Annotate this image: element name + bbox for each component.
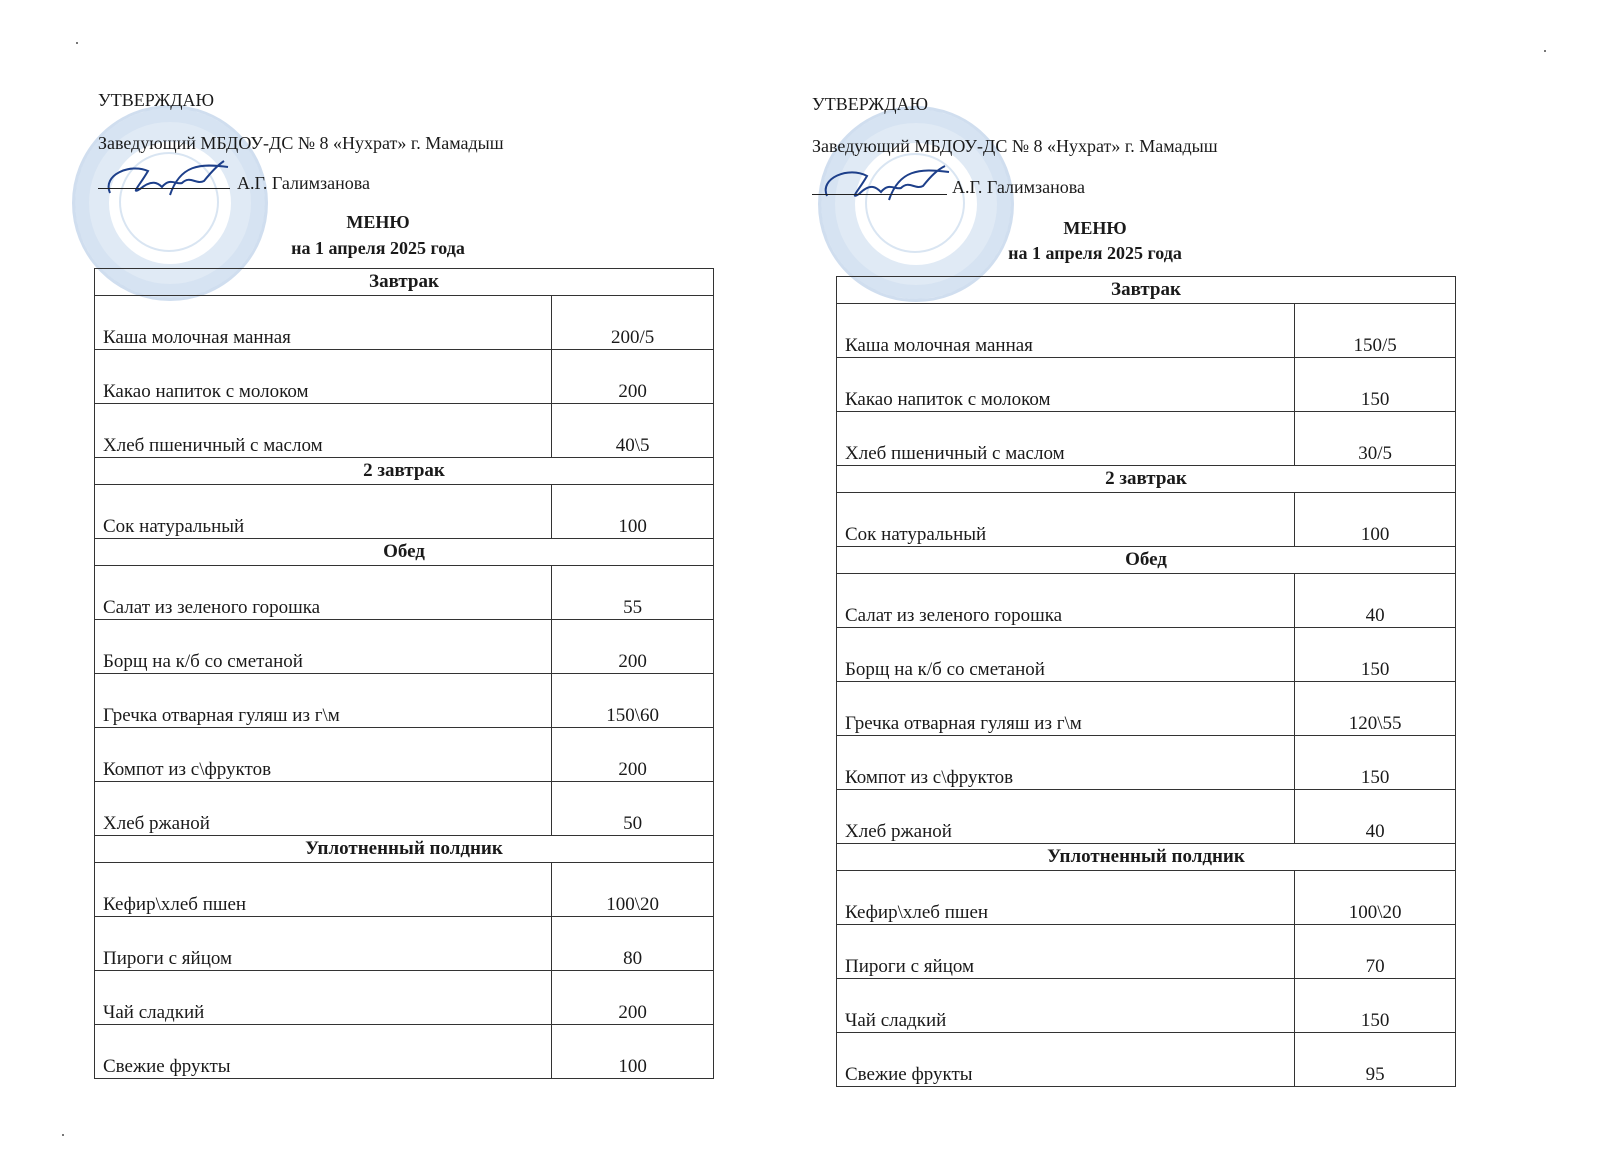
table-row — [837, 925, 1456, 979]
dish-portion: 50 — [552, 782, 714, 836]
table-row — [95, 674, 714, 728]
dish-name: Борщ на к/б со сметаной — [95, 620, 552, 674]
signature-right — [815, 160, 955, 210]
head-title-left: Заведующий МБДОУ-ДС № 8 «Нухрат» г. Мамадыш — [98, 133, 504, 153]
dish-name: Сок натуральный — [95, 485, 552, 539]
table-row — [837, 979, 1456, 1033]
menu-title-left: МЕНЮ — [346, 212, 410, 232]
dish-name: Чай сладкий — [95, 971, 552, 1025]
signature-left — [100, 155, 235, 205]
dish-portion: 55 — [552, 566, 714, 620]
dish-name: Хлеб ржаной — [95, 782, 552, 836]
dish-name: Гречка отварная гуляш из г\м — [95, 674, 552, 728]
dish-portion: 200 — [552, 350, 714, 404]
dish-portion: 80 — [552, 917, 714, 971]
table-row — [95, 917, 714, 971]
section-header-row — [837, 466, 1456, 493]
menu-table-right — [836, 276, 1456, 1087]
section-title: Уплотненный полдник — [837, 844, 1456, 871]
dish-portion: 200 — [552, 971, 714, 1025]
dish-name: Свежие фрукты — [95, 1025, 552, 1079]
dish-name: Чай сладкий — [837, 979, 1295, 1033]
table-row — [837, 790, 1456, 844]
dish-name: Хлеб ржаной — [837, 790, 1295, 844]
dish-portion: 100 — [552, 1025, 714, 1079]
dish-portion: 95 — [1295, 1033, 1456, 1087]
table-row — [95, 566, 714, 620]
dish-portion: 150/5 — [1295, 304, 1456, 358]
section-header-row — [95, 458, 714, 485]
section-title: Обед — [95, 539, 714, 566]
table-row — [95, 1025, 714, 1079]
dish-name: Хлеб пшеничный с маслом — [95, 404, 552, 458]
table-row — [837, 412, 1456, 466]
dish-portion: 30/5 — [1295, 412, 1456, 466]
section-header-row — [837, 844, 1456, 871]
table-row — [95, 728, 714, 782]
menu-date-right: на 1 апреля 2025 года — [1008, 243, 1182, 263]
director-name-right: А.Г. Галимзанова — [952, 177, 1085, 197]
dish-name: Пироги с яйцом — [95, 917, 552, 971]
dish-portion: 150 — [1295, 358, 1456, 412]
dish-name: Какао напиток с молоком — [95, 350, 552, 404]
dish-name: Компот из с\фруктов — [95, 728, 552, 782]
dish-portion: 150\60 — [552, 674, 714, 728]
director-name-left: А.Г. Галимзанова — [237, 173, 370, 193]
section-title: Уплотненный полдник — [95, 836, 714, 863]
dish-name: Гречка отварная гуляш из г\м — [837, 682, 1295, 736]
dish-name: Сок натуральный — [837, 493, 1295, 547]
dish-name: Каша молочная манная — [837, 304, 1295, 358]
section-header-row — [95, 836, 714, 863]
dish-portion: 120\55 — [1295, 682, 1456, 736]
table-row — [837, 493, 1456, 547]
dish-portion: 200 — [552, 728, 714, 782]
dish-portion: 100 — [1295, 493, 1456, 547]
table-row — [95, 350, 714, 404]
dish-portion: 40 — [1295, 790, 1456, 844]
dish-name: Свежие фрукты — [837, 1033, 1295, 1087]
dish-name: Каша молочная манная — [95, 296, 552, 350]
dish-portion: 100\20 — [552, 863, 714, 917]
menu-title-right: МЕНЮ — [1063, 218, 1127, 238]
head-title-right: Заведующий МБДОУ-ДС № 8 «Нухрат» г. Мамадыш — [812, 136, 1218, 156]
table-row — [837, 628, 1456, 682]
section-title: 2 завтрак — [95, 458, 714, 485]
menu-table-left — [94, 268, 714, 1079]
dish-portion: 70 — [1295, 925, 1456, 979]
dish-portion: 40\5 — [552, 404, 714, 458]
dish-portion: 40 — [1295, 574, 1456, 628]
section-title: 2 завтрак — [837, 466, 1456, 493]
approve-label-right: УТВЕРЖДАЮ — [812, 94, 929, 114]
dish-name: Какао напиток с молоком — [837, 358, 1295, 412]
section-title: Обед — [837, 547, 1456, 574]
section-header-row — [95, 269, 714, 296]
approve-label-left: УТВЕРЖДАЮ — [98, 90, 215, 110]
section-header-row — [837, 547, 1456, 574]
signature-line-left — [98, 188, 230, 189]
dish-name: Пироги с яйцом — [837, 925, 1295, 979]
dish-name: Кефир\хлеб пшен — [837, 871, 1295, 925]
dish-portion: 100\20 — [1295, 871, 1456, 925]
dish-portion: 200 — [552, 620, 714, 674]
dish-portion: 100 — [552, 485, 714, 539]
table-row — [837, 736, 1456, 790]
table-row — [837, 1033, 1456, 1087]
dish-name: Салат из зеленого горошка — [837, 574, 1295, 628]
dish-portion: 150 — [1295, 628, 1456, 682]
dish-name: Борщ на к/б со сметаной — [837, 628, 1295, 682]
scan-speck — [76, 42, 78, 44]
dish-name: Салат из зеленого горошка — [95, 566, 552, 620]
menu-date-left: на 1 апреля 2025 года — [291, 238, 465, 258]
table-row — [837, 304, 1456, 358]
dish-name: Хлеб пшеничный с маслом — [837, 412, 1295, 466]
dish-portion: 200/5 — [552, 296, 714, 350]
table-row — [95, 620, 714, 674]
table-row — [95, 296, 714, 350]
table-row — [95, 485, 714, 539]
dish-portion: 150 — [1295, 979, 1456, 1033]
table-row — [837, 871, 1456, 925]
scan-speck — [1544, 50, 1546, 52]
table-row — [95, 782, 714, 836]
table-row — [95, 404, 714, 458]
section-header-row — [95, 539, 714, 566]
table-row — [837, 682, 1456, 736]
signature-line-right — [812, 194, 947, 195]
table-row — [837, 358, 1456, 412]
table-row — [95, 863, 714, 917]
table-row — [95, 971, 714, 1025]
dish-name: Кефир\хлеб пшен — [95, 863, 552, 917]
scan-speck — [62, 1134, 64, 1136]
table-row — [837, 574, 1456, 628]
section-title: Завтрак — [837, 277, 1456, 304]
dish-portion: 150 — [1295, 736, 1456, 790]
dish-name: Компот из с\фруктов — [837, 736, 1295, 790]
section-title: Завтрак — [95, 269, 714, 296]
section-header-row — [837, 277, 1456, 304]
